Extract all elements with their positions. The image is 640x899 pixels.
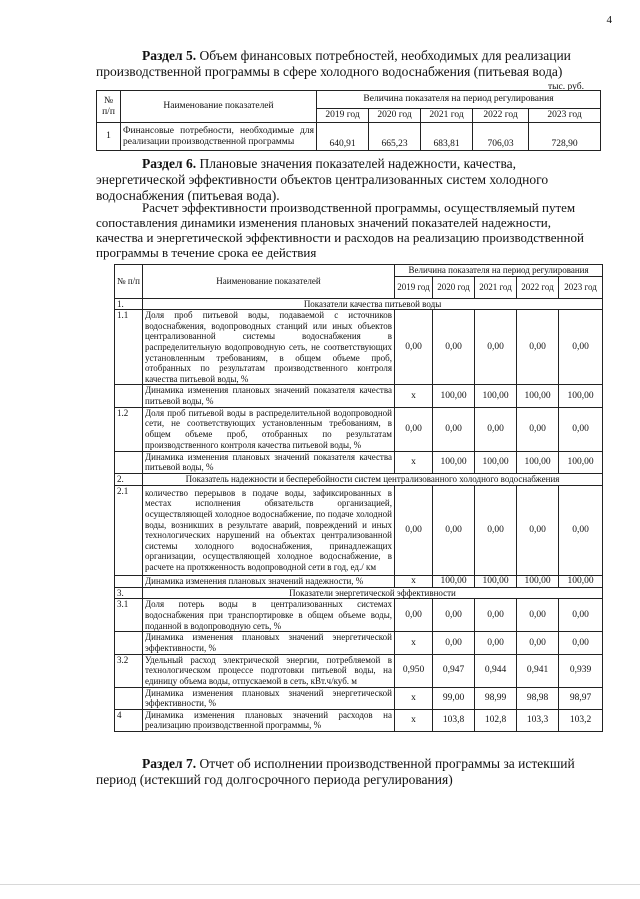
row-value: 728,90 [529, 123, 601, 151]
row-value: х [395, 687, 433, 709]
year-header: 2019 год [317, 109, 369, 123]
year-header: 2022 год [473, 109, 529, 123]
section6-title: Плановые значения показателей надежности, качества, энергетической эффективности объектов централизованных систем холодного водоснабжения (питьевая вода). [96, 156, 549, 203]
section6-heading [96, 156, 596, 204]
row-value: х [395, 632, 433, 654]
row-name: Доля потерь воды в централизованных системах водоснабжения при транспортировке в общем объеме воды, поданной в водопроводную сеть, % [143, 599, 395, 632]
row-value: 100,00 [475, 451, 517, 473]
row-num: 3.1 [115, 599, 143, 632]
table-row [115, 575, 603, 587]
section5-heading [96, 48, 596, 80]
row-num: 1.2 [115, 407, 143, 451]
year-header: 2019 год [395, 276, 433, 298]
page-bottom-divider [0, 884, 640, 885]
row-name: Динамика изменения плановых значений показателя качества питьевой воды, % [143, 385, 395, 407]
year-header: 2021 год [421, 109, 473, 123]
row-num: 1. [115, 298, 143, 310]
row-value: 98,99 [475, 687, 517, 709]
row-value: 0,944 [475, 654, 517, 687]
row-value: 100,00 [433, 451, 475, 473]
section-row [115, 298, 603, 310]
row-value: 0,00 [517, 310, 559, 385]
row-num: 4 [115, 709, 143, 731]
row-value: 100,00 [433, 575, 475, 587]
row-value: 0,00 [517, 599, 559, 632]
row-value: 0,950 [395, 654, 433, 687]
row-value: 103,3 [517, 709, 559, 731]
row-value: 100,00 [517, 575, 559, 587]
row-value: 0,00 [517, 407, 559, 451]
year-header: 2022 год [517, 276, 559, 298]
row-num: 1 [97, 123, 121, 151]
row-value: х [395, 709, 433, 731]
row-value: 640,91 [317, 123, 369, 151]
col-group-header: Величина показателя на период регулирования [317, 91, 601, 109]
row-value: х [395, 451, 433, 473]
table-row [115, 451, 603, 473]
row-value: 0,00 [433, 310, 475, 385]
row-value: 0,00 [559, 310, 603, 385]
row-name: количество перерывов в подаче воды, зафиксированных в местах исполнения обязательств организацией, осуществляющей холодное водоснабжение, по подаче холодной воды, возникших в результате аварий, повреждений и иных технологических нарушений на объектах централизованной системы холодного водоснабжения, принадлежащих организации, осуществляющей холодное водоснабжение, в расчете на протяженность водопроводной сети в год, ед./ км [143, 485, 395, 575]
row-name: Финансовые потребности, необходимые для реализации производственной программы [121, 123, 317, 151]
year-header: 2023 год [559, 276, 603, 298]
col-num-header: № п/п [97, 91, 121, 123]
row-value: 0,00 [517, 485, 559, 575]
table-row [115, 485, 603, 575]
row-value: 0,00 [475, 632, 517, 654]
row-num: 3. [115, 587, 143, 599]
row-value: 0,00 [395, 599, 433, 632]
row-value: 0,00 [559, 599, 603, 632]
row-value: 0,00 [395, 485, 433, 575]
section6-label: Раздел 6. [142, 156, 197, 171]
row-value: 100,00 [433, 385, 475, 407]
table-row [115, 310, 603, 385]
row-value: 0,00 [433, 407, 475, 451]
row-value: 0,00 [559, 632, 603, 654]
row-value: 0,00 [395, 310, 433, 385]
table-row [115, 385, 603, 407]
section-row [115, 587, 603, 599]
year-header: 2021 год [475, 276, 517, 298]
row-value: 102,8 [475, 709, 517, 731]
table-row [115, 709, 603, 731]
row-num [115, 451, 143, 473]
row-value: 100,00 [517, 385, 559, 407]
row-value: 98,98 [517, 687, 559, 709]
row-name: Динамика изменения плановых значений показателя качества питьевой воды, % [143, 451, 395, 473]
table-row [115, 407, 603, 451]
col-num-header: № п/п [115, 265, 143, 299]
row-name: Удельный расход электрической энергии, потребляемой в технологическом процессе подготовки питьевой воды, на единицу объема воды, отпускаемой в сеть, кВт.ч/куб. м [143, 654, 395, 687]
col-name-header: Наименование показателей [121, 91, 317, 123]
year-header: 2020 год [433, 276, 475, 298]
financial-needs-table [96, 90, 601, 151]
row-value: 99,00 [433, 687, 475, 709]
row-value: 0,00 [475, 407, 517, 451]
section-title: Показатели энергетической эффективности [143, 587, 603, 599]
row-name: Динамика изменения плановых значений расходов на реализацию производственной программы, % [143, 709, 395, 731]
row-name: Динамика изменения плановых значений энергетической эффективности, % [143, 687, 395, 709]
row-value: 100,00 [475, 575, 517, 587]
row-name: Доля проб питьевой воды в распределительной водопроводной сети, не соответствующих установленным требованиям, в общем объеме проб, отобранных по результатам производственного контроля качества питьевой воды, % [143, 407, 395, 451]
year-header: 2023 год [529, 109, 601, 123]
year-header: 2020 год [369, 109, 421, 123]
row-value: 0,00 [433, 632, 475, 654]
row-value: 0,00 [395, 407, 433, 451]
section5-label: Раздел 5. [142, 48, 197, 63]
section7-title: Отчет об исполнении производственной программы за истекший период (истекший год долгосрочного периода регулирования) [96, 756, 575, 787]
row-value: 100,00 [559, 451, 603, 473]
table-row [97, 123, 601, 151]
row-value: 0,941 [517, 654, 559, 687]
row-num [115, 575, 143, 587]
row-num [115, 632, 143, 654]
units-label: тыс. руб. [548, 82, 584, 92]
row-num [115, 687, 143, 709]
section-title: Показатель надежности и бесперебойности систем централизованного холодного водоснабжения [143, 473, 603, 485]
row-value: 0,00 [433, 599, 475, 632]
section6-paragraph: Расчет эффективности производственной программы, осуществляемый путем сопоставления динамики изменения плановых значений показателей надежности, качества и энергетической эффективности и расходов на реализацию производственной программы в течение срока ее действия [96, 200, 584, 260]
row-value: 0,00 [517, 632, 559, 654]
row-value: 0,00 [559, 407, 603, 451]
row-value: 0,939 [559, 654, 603, 687]
row-value: 0,00 [475, 310, 517, 385]
section7-label: Раздел 7. [142, 756, 197, 771]
row-value: х [395, 385, 433, 407]
row-value: 706,03 [473, 123, 529, 151]
table-row [115, 632, 603, 654]
col-group-header: Величина показателя на период регулирования [395, 265, 603, 277]
table-row [115, 687, 603, 709]
row-name: Доля проб питьевой воды, подаваемой с источников водоснабжения, водопроводных станций или иных объектов централизованной системы водоснабжения в распределительную водопроводную сеть, не соответствующих установленным требованиям, в общем объеме проб, отобранных по результатам производственного контроля качества питьевой воды, % [143, 310, 395, 385]
row-value: 100,00 [559, 575, 603, 587]
row-num [115, 385, 143, 407]
row-value: х [395, 575, 433, 587]
row-value: 0,947 [433, 654, 475, 687]
row-num: 3.2 [115, 654, 143, 687]
section-row [115, 473, 603, 485]
row-value: 103,2 [559, 709, 603, 731]
col-name-header: Наименование показателей [143, 265, 395, 299]
row-value: 0,00 [475, 485, 517, 575]
table-row [115, 654, 603, 687]
row-value: 100,00 [475, 385, 517, 407]
row-value: 100,00 [517, 451, 559, 473]
row-num: 1.1 [115, 310, 143, 385]
row-name: Динамика изменения плановых значений энергетической эффективности, % [143, 632, 395, 654]
row-num: 2.1 [115, 485, 143, 575]
section5-title: Объем финансовых потребностей, необходимых для реализации производственной программы в сфере холодного водоснабжения (питьевая вода) [96, 48, 571, 79]
row-value: 0,00 [475, 599, 517, 632]
row-value: 103,8 [433, 709, 475, 731]
row-value: 665,23 [369, 123, 421, 151]
row-value: 100,00 [559, 385, 603, 407]
indicators-table [114, 264, 603, 732]
section-title: Показатели качества питьевой воды [143, 298, 603, 310]
row-value: 683,81 [421, 123, 473, 151]
row-value: 98,97 [559, 687, 603, 709]
row-value: 0,00 [559, 485, 603, 575]
section7-heading [96, 756, 596, 788]
page-number: 4 [606, 14, 612, 26]
row-num: 2. [115, 473, 143, 485]
table-row [115, 599, 603, 632]
row-value: 0,00 [433, 485, 475, 575]
row-name: Динамика изменения плановых значений надежности, % [143, 575, 395, 587]
